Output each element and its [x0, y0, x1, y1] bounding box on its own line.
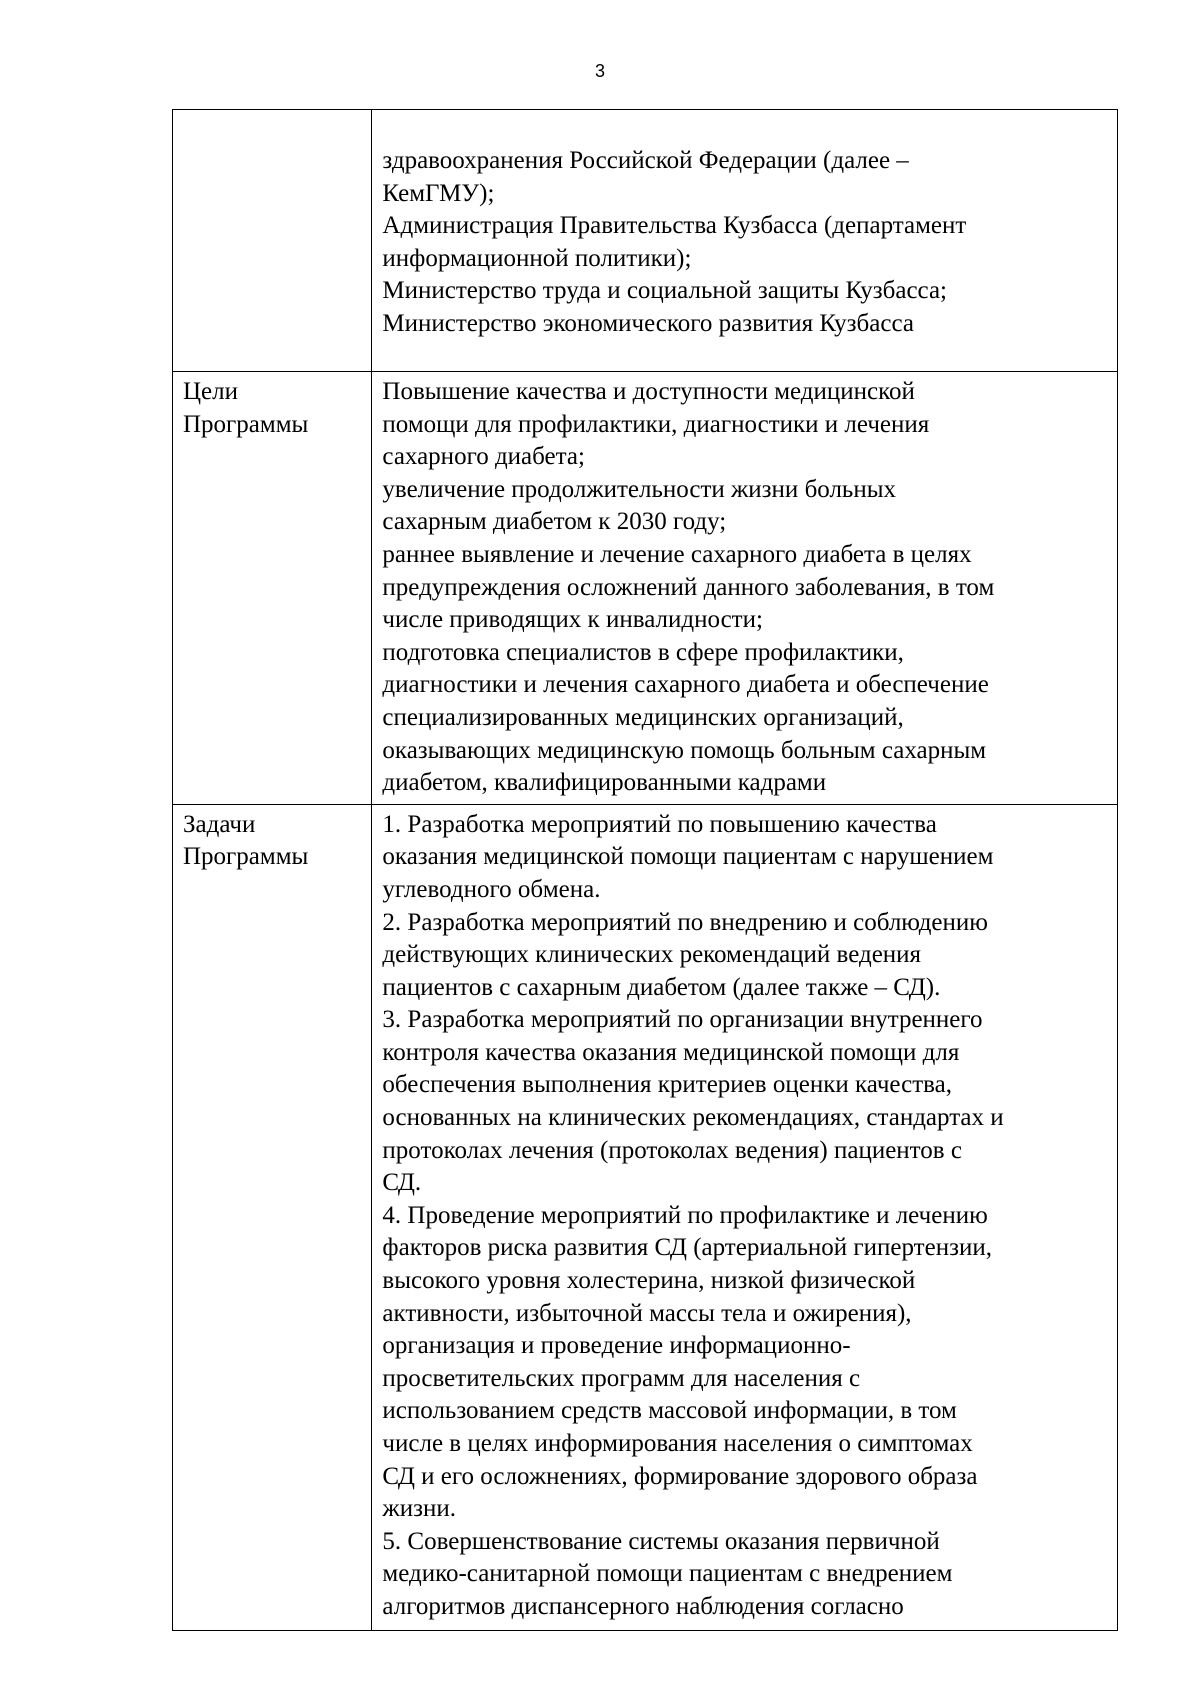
text-line: использованием средств массовой информации, в том — [382, 1397, 957, 1425]
row-content-cell — [372, 372, 1118, 805]
row-label-cell — [173, 110, 372, 372]
table-row — [173, 372, 1118, 805]
text-line: информационной политики); — [382, 244, 692, 272]
row-label-cell — [173, 372, 372, 805]
text-line: КемГМУ); — [382, 179, 495, 207]
text-line: 1. Разработка мероприятий по повышению качества — [382, 810, 937, 838]
text-line: подготовка специалистов в сфере профилактики, — [382, 638, 904, 666]
text-line: СД и его осложнениях, формирование здорового образа — [382, 1462, 978, 1490]
text-line: организация и проведение информационно- — [382, 1332, 851, 1360]
row-content-cell — [372, 110, 1118, 372]
row-label-line: Цели — [183, 378, 239, 405]
text-line: предупреждения осложнений данного заболевания, в том — [382, 573, 995, 601]
text-line: оказания медицинской помощи пациентам с нарушением — [382, 843, 994, 871]
text-line: 3. Разработка мероприятий по организации внутреннего — [382, 1006, 983, 1034]
text-line: диабетом, квалифицированными кадрами — [382, 769, 827, 797]
text-line: высокого уровня холестерина, низкой физической — [382, 1267, 916, 1295]
text-line: просветительских программ для населения с — [382, 1364, 861, 1392]
text-line: 4. Проведение мероприятий по профилактике и лечению — [382, 1201, 988, 1229]
text-line: здравоохранения Российской Федерации (далее – — [382, 147, 909, 174]
text-line: 5. Совершенствование системы оказания первичной — [382, 1527, 940, 1555]
text-line: СД. — [382, 1169, 422, 1197]
text-line: Администрация Правительства Кузбасса (департамент — [382, 212, 967, 240]
text-line: углеводного обмена. — [382, 875, 601, 903]
text-line: оказывающих медицинскую помощь больным сахарным — [382, 736, 987, 764]
text-line: факторов риска развития СД (артериальной гипертензии, — [382, 1234, 992, 1262]
text-line: числе приводящих к инвалидности; — [382, 606, 763, 634]
text-line: сахарного диабета; — [382, 443, 585, 471]
row-label-line: Программы — [183, 410, 309, 438]
text-line: протоколах лечения (протоколах ведения) пациентов с — [382, 1136, 962, 1164]
text-line: сахарным диабетом к 2030 году; — [382, 508, 727, 536]
text-line: жизни. — [382, 1495, 456, 1523]
text-line: помощи для профилактики, диагностики и лечения — [382, 410, 930, 438]
text-line: Министерство экономического развития Кузбасса — [382, 309, 914, 337]
row-label-line: Программы — [183, 843, 309, 871]
text-line: медико-санитарной помощи пациентам с внедрением — [382, 1560, 953, 1588]
text-line: Повышение качества и доступности медицинской — [382, 378, 915, 405]
text-line: действующих клинических рекомендаций ведения — [382, 941, 922, 969]
text-line: увеличение продолжительности жизни больных — [382, 475, 897, 503]
text-line: диагностики и лечения сахарного диабета и обеспечение — [382, 671, 989, 699]
table-row — [173, 110, 1118, 372]
text-line: специализированных медицинских организаций, — [382, 703, 904, 731]
text-line: основанных на клинических рекомендациях, стандартах и — [382, 1104, 1004, 1132]
program-passport-table — [172, 109, 1118, 1631]
text-line: числе в целях информирования населения о симптомах — [382, 1430, 973, 1457]
row-label-line: Задачи — [183, 810, 256, 838]
page-number: 3 — [594, 61, 605, 81]
row-content-cell — [372, 804, 1118, 1630]
text-line: Министерство труда и социальной защиты Кузбасса; — [382, 277, 947, 305]
text-line: контроля качества оказания медицинской помощи для — [382, 1038, 960, 1066]
table-row — [173, 804, 1118, 1630]
text-line: пациентов с сахарным диабетом (далее также – СД). — [382, 973, 941, 1001]
row-label-cell — [173, 804, 372, 1630]
text-line: 2. Разработка мероприятий по внедрению и соблюдению — [382, 908, 988, 936]
text-line: алгоритмов диспансерного наблюдения согласно — [382, 1592, 904, 1620]
text-line: активности, избыточной массы тела и ожирения), — [382, 1299, 912, 1327]
text-line: обеспечения выполнения критериев оценки качества, — [382, 1071, 952, 1099]
text-line: раннее выявление и лечение сахарного диабета в целях — [382, 540, 972, 568]
